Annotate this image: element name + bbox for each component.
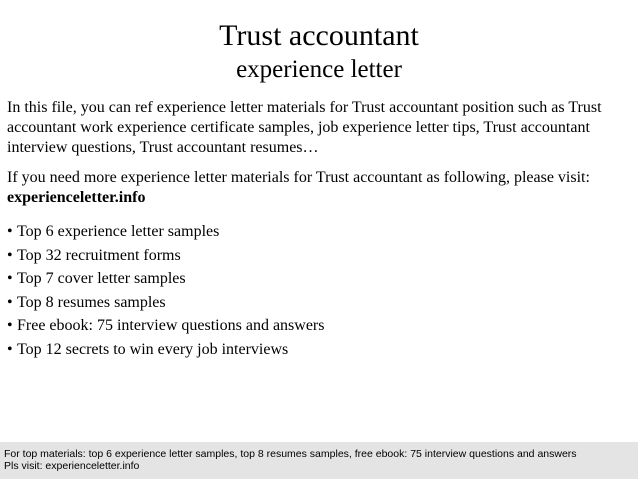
list-item	[7, 338, 632, 362]
bullet-icon: •	[7, 317, 13, 334]
list-item	[7, 244, 632, 268]
list-item-label: Top 8 resumes samples	[17, 293, 166, 311]
bullet-icon: •	[7, 270, 13, 287]
footer-line-2: Pls visit: experienceletter.info	[4, 460, 140, 472]
bullet-icon: •	[7, 223, 13, 240]
site-link[interactable]: experienceletter.info	[7, 189, 146, 206]
more-text: If you need more experience letter materials for Trust accountant as following, please visit:	[7, 169, 590, 186]
body-text	[7, 98, 632, 361]
title-line-1: Trust accountant	[219, 19, 419, 52]
title-line-2: experience letter	[236, 56, 402, 83]
bullet-icon: •	[7, 340, 13, 358]
list-item	[7, 291, 632, 315]
bullet-icon: •	[7, 293, 13, 311]
list-item-label: Top 6 experience letter samples	[17, 223, 220, 240]
footer-line-1: For top materials: top 6 experience letter samples, top 8 resumes samples, free ebook: 75 interview questions and answers	[4, 448, 577, 460]
page-title	[0, 18, 638, 88]
footer-bar	[0, 442, 638, 479]
bullet-icon: •	[7, 246, 13, 264]
intro-paragraph: In this file, you can ref experience letter materials for Trust accountant position such as Trust accountant work experience certificate samples, job experience letter tips, Trust accountant interview questions, Trust accountant resumes…	[7, 99, 602, 156]
list-item	[7, 267, 632, 291]
more-paragraph	[7, 168, 632, 208]
list-item-label: Top 32 recruitment forms	[17, 246, 181, 264]
bullet-list	[7, 220, 632, 361]
list-item-label: Free ebook: 75 interview questions and answers	[17, 317, 325, 334]
list-item	[7, 314, 632, 338]
list-item-label: Top 7 cover letter samples	[17, 270, 186, 287]
list-item	[7, 220, 632, 244]
list-item-label: Top 12 secrets to win every job interviews	[17, 340, 289, 358]
